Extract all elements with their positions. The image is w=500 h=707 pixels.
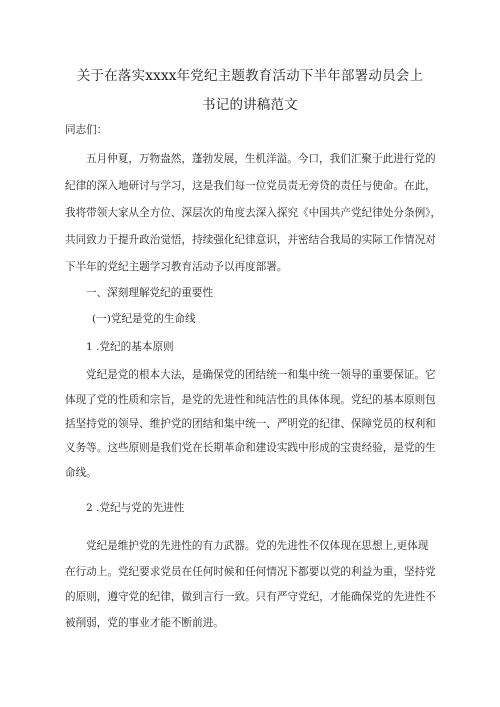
paragraph-2-line: 体现了党的性质和宗旨，是党的先进性和纯洁性的具体体现。党纪的基本原则包 (65, 394, 436, 406)
paragraph-1-line: 纪律的深入地研讨与学习，这是我们每一位党员责无旁贷的责任与使命。在此， (65, 180, 436, 192)
item-heading-2: 2 .党纪与党的先进性 (86, 502, 185, 514)
paragraph-1-line: 下半年的党纪主题学习教育活动予以再度部署。 (65, 261, 288, 273)
paragraph-2-line: 义务等。这些原则是我们党在长期革命和建设实践中形成的宝贵经验，是党的生 (65, 442, 436, 454)
salutation: 同志们： (65, 124, 108, 136)
paragraph-3-line: 在行动上。党纪要求党员在任何时候和任何情况下都要以党的利益为重，坚持党 (65, 566, 436, 578)
paragraph-2-line: 命线。 (65, 467, 97, 479)
paragraph-2-line: 党纪是党的根本大法，是确保党的团结统一和集中统一领导的重要保证。它 (86, 369, 436, 381)
document-title-line-1: 关于在落实xxxx年党纪主题教育活动下半年部署动员会上 (76, 68, 424, 84)
paragraph-2-line: 括坚持党的领导、维护党的团结和集中统一、严明党的纪律、保障党员的权利和 (65, 418, 436, 430)
paragraph-3-line: 党纪是维护党的先进性的有力武器。党的先进性不仅体现在思想上,更体现 (86, 540, 429, 552)
document-title-line-2: 书记的讲稿范文 (202, 97, 298, 113)
paragraph-1-line: 共同致力于提升政治觉悟，持续强化纪律意识，并密结合我局的实际工作情况对 (65, 234, 436, 246)
paragraph-3-line: 被削弱，党的事业才能不断前进。 (65, 617, 224, 629)
subsection-heading-1: (一)党纪是党的生命线 (92, 313, 196, 325)
item-heading-1: 1 .党纪的基本原则 (86, 341, 174, 353)
paragraph-3-line: 的原则，遵守党的纪律，做到言行一致。只有严守党纪，才能确保党的先进性不 (65, 591, 436, 603)
paragraph-1-line: 我将带领大家从全方位、深层次的角度去深入探究《中国共产党纪律处分条例》， (65, 207, 442, 219)
section-heading-1: 一、深刻理解党纪的重要性 (86, 287, 214, 299)
paragraph-1-line: 五月仲夏，万物盎然，蓬勃发展，生机洋溢。今口，我们汇聚于此进行党的 (86, 153, 436, 165)
